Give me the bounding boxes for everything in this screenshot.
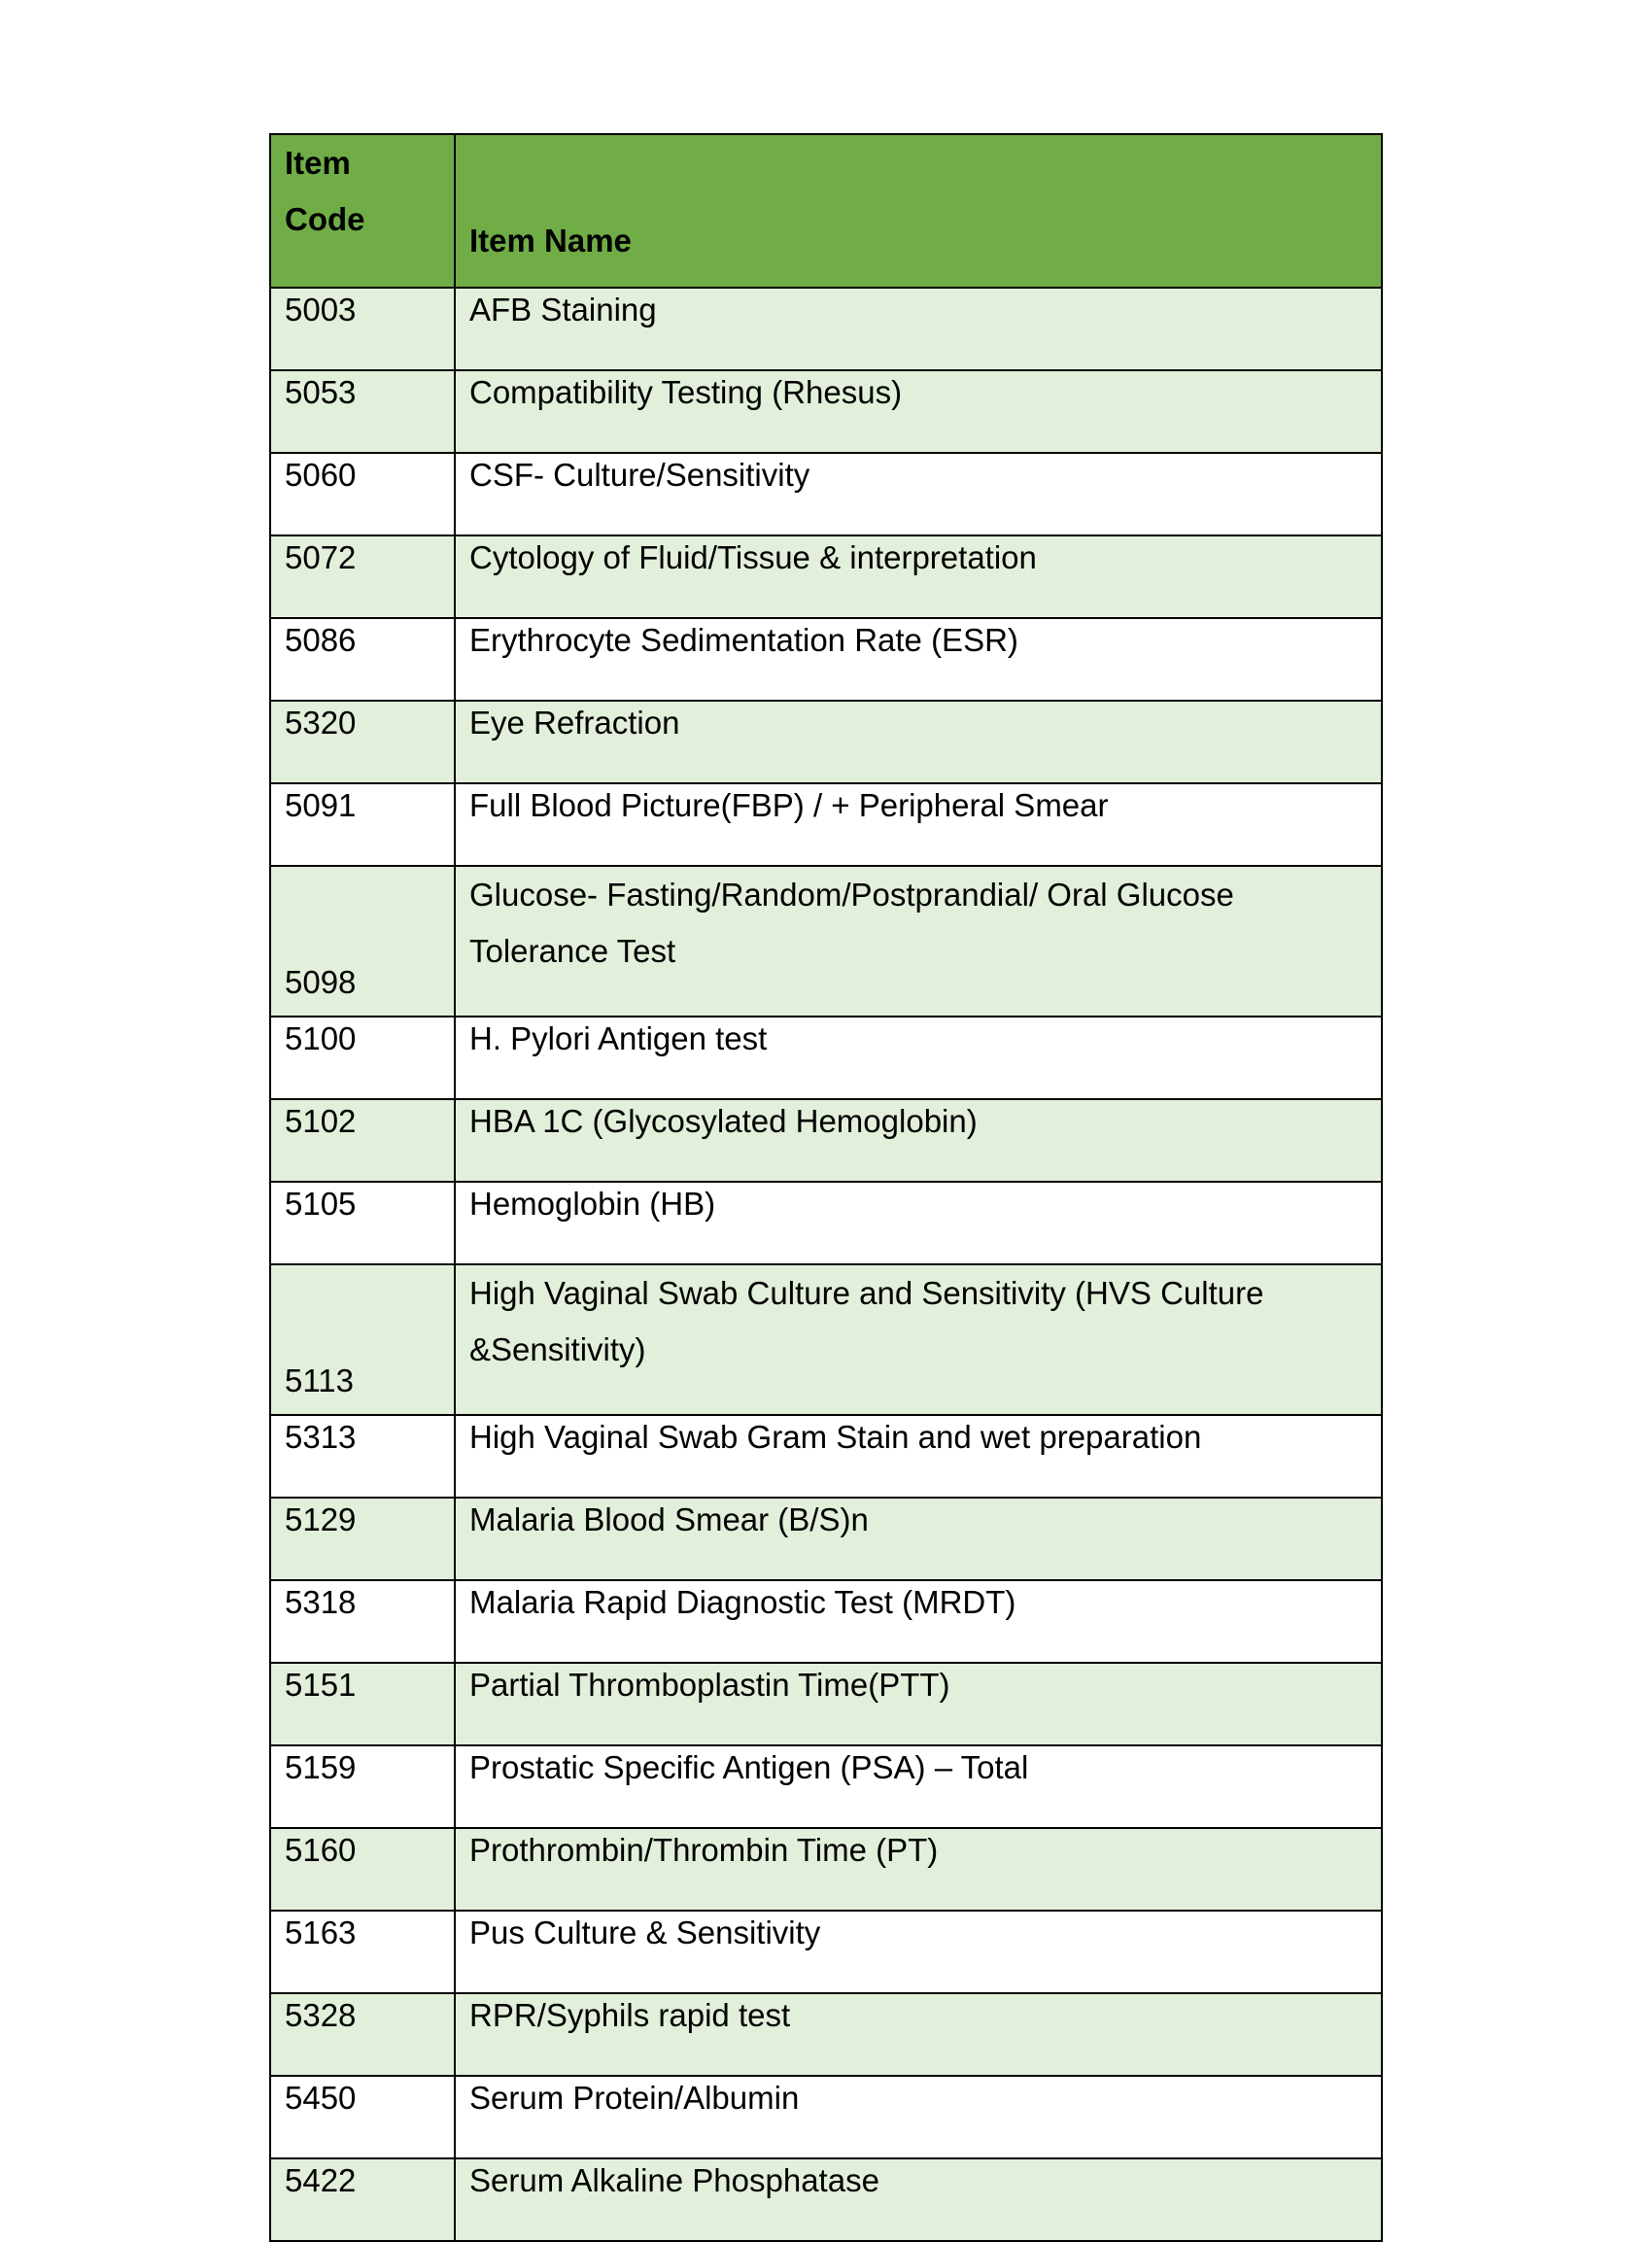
table-row <box>270 535 1382 618</box>
item-code-cell: 5160 <box>270 1828 455 1911</box>
item-code-cell: 5060 <box>270 453 455 535</box>
table-row <box>270 288 1382 370</box>
items-table <box>269 133 1383 2242</box>
item-name-cell: Compatibility Testing (Rhesus) <box>455 370 1382 453</box>
item-code-cell: 5318 <box>270 1580 455 1663</box>
item-name-cell: Malaria Rapid Diagnostic Test (MRDT) <box>455 1580 1382 1663</box>
item-code-cell: 5313 <box>270 1415 455 1498</box>
table-row <box>270 701 1382 783</box>
item-name-cell: Pus Culture & Sensitivity <box>455 1911 1382 1993</box>
table-body <box>270 288 1382 2241</box>
item-code-header <box>270 134 455 288</box>
item-name-cell: Glucose- Fasting/Random/Postprandial/ Oral Glucose Tolerance Test <box>455 866 1382 1017</box>
item-name-cell: Serum Protein/Albumin <box>455 2076 1382 2158</box>
item-name-cell: High Vaginal Swab Gram Stain and wet preparation <box>455 1415 1382 1498</box>
table-row <box>270 2158 1382 2241</box>
item-name-cell: Erythrocyte Sedimentation Rate (ESR) <box>455 618 1382 701</box>
item-name-cell: Cytology of Fluid/Tissue & interpretation <box>455 535 1382 618</box>
table-row <box>270 1264 1382 1415</box>
item-name-cell: RPR/Syphils rapid test <box>455 1993 1382 2076</box>
item-code-cell: 5163 <box>270 1911 455 1993</box>
item-code-cell: 5151 <box>270 1663 455 1745</box>
item-code-cell: 5086 <box>270 618 455 701</box>
item-code-cell: 5105 <box>270 1182 455 1264</box>
item-code-cell: 5159 <box>270 1745 455 1828</box>
item-name-cell: High Vaginal Swab Culture and Sensitivity (HVS Culture &Sensitivity) <box>455 1264 1382 1415</box>
item-code-cell: 5102 <box>270 1099 455 1182</box>
item-name-cell: Full Blood Picture(FBP) / + Peripheral Smear <box>455 783 1382 866</box>
item-code-cell: 5113 <box>270 1264 455 1415</box>
item-name-cell: Prostatic Specific Antigen (PSA) – Total <box>455 1745 1382 1828</box>
item-code-cell: 5320 <box>270 701 455 783</box>
table-row <box>270 1182 1382 1264</box>
item-name-cell: CSF- Culture/Sensitivity <box>455 453 1382 535</box>
item-code-cell: 5091 <box>270 783 455 866</box>
table-header-row <box>270 134 1382 288</box>
item-code-header-line2: Code <box>285 201 365 237</box>
item-code-cell: 5003 <box>270 288 455 370</box>
item-name-cell: Malaria Blood Smear (B/S)n <box>455 1498 1382 1580</box>
table-row <box>270 1663 1382 1745</box>
table-row <box>270 1828 1382 1911</box>
item-name-cell: Hemoglobin (HB) <box>455 1182 1382 1264</box>
item-name-cell: Serum Alkaline Phosphatase <box>455 2158 1382 2241</box>
item-code-cell: 5129 <box>270 1498 455 1580</box>
table-row <box>270 1745 1382 1828</box>
item-code-cell: 5053 <box>270 370 455 453</box>
table-row <box>270 866 1382 1017</box>
item-name-cell: Prothrombin/Thrombin Time (PT) <box>455 1828 1382 1911</box>
table-row <box>270 1911 1382 1993</box>
item-name-cell: H. Pylori Antigen test <box>455 1017 1382 1099</box>
item-code-cell: 5422 <box>270 2158 455 2241</box>
item-code-cell: 5100 <box>270 1017 455 1099</box>
item-name-header: Item Name <box>455 134 1382 288</box>
table-row <box>270 1415 1382 1498</box>
table-row <box>270 370 1382 453</box>
item-name-cell: AFB Staining <box>455 288 1382 370</box>
table-row <box>270 1498 1382 1580</box>
item-name-cell: HBA 1C (Glycosylated Hemoglobin) <box>455 1099 1382 1182</box>
table-row <box>270 2076 1382 2158</box>
item-name-cell: Partial Thromboplastin Time(PTT) <box>455 1663 1382 1745</box>
table-row <box>270 1099 1382 1182</box>
item-code-cell: 5072 <box>270 535 455 618</box>
table-row <box>270 1017 1382 1099</box>
item-code-cell: 5098 <box>270 866 455 1017</box>
item-name-cell: Eye Refraction <box>455 701 1382 783</box>
item-code-cell: 5328 <box>270 1993 455 2076</box>
item-code-header-line1: Item <box>285 145 351 181</box>
table-row <box>270 1993 1382 2076</box>
table-row <box>270 618 1382 701</box>
item-code-cell: 5450 <box>270 2076 455 2158</box>
table-row <box>270 783 1382 866</box>
table-row <box>270 1580 1382 1663</box>
table-row <box>270 453 1382 535</box>
